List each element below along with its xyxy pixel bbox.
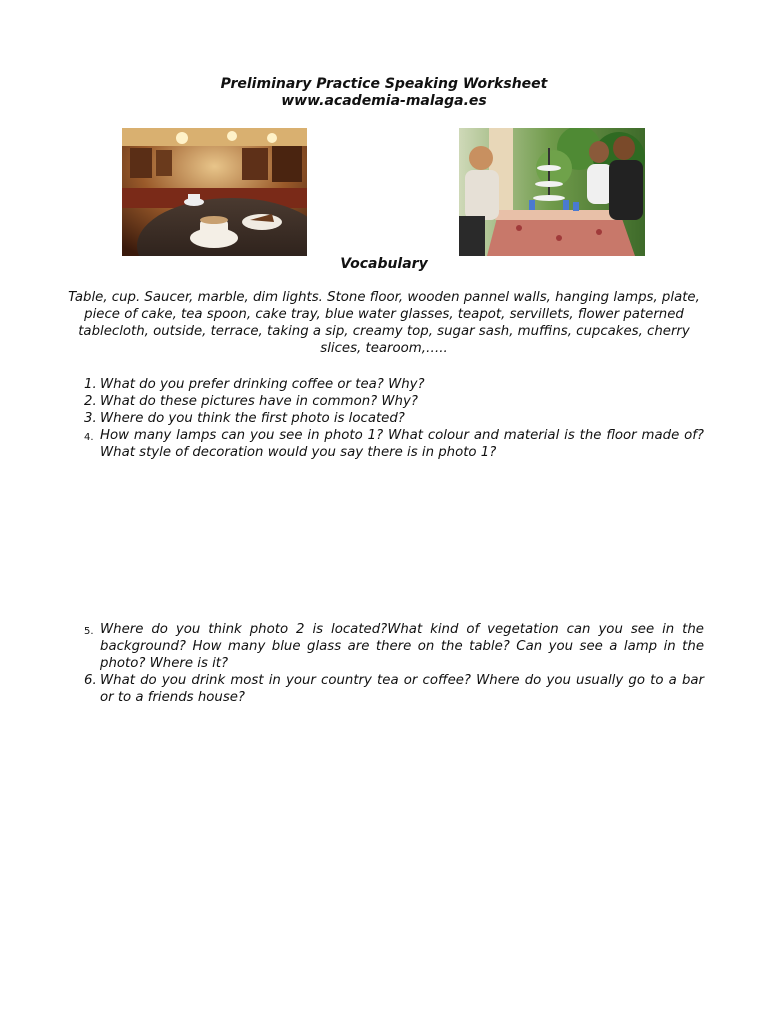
website-url: www.academia-malaga.es xyxy=(281,93,487,109)
question-1 xyxy=(84,376,704,393)
question-number: 5. xyxy=(84,626,94,637)
question-number: 3. xyxy=(84,411,97,426)
worksheet-header xyxy=(0,76,768,110)
question-text: How many lamps can you see in photo 1? What colour and material is the floor made of? What style of decoration would you say there is in photo 1? xyxy=(100,428,704,460)
tearoom-terrace-photo xyxy=(459,128,645,256)
question-number: 4. xyxy=(84,432,94,443)
question-4 xyxy=(84,427,704,461)
question-text: What do you drink most in your country tea or coffee? Where do you usually go to a bar or to a friends house? xyxy=(100,673,704,705)
question-text: Where do you think the first photo is located? xyxy=(100,411,405,426)
afternoon-tea-image xyxy=(459,128,645,256)
question-2 xyxy=(84,393,704,410)
question-5 xyxy=(84,621,704,672)
vocabulary-list: Table, cup. Saucer, marble, dim lights. Stone floor, wooden pannel walls, hanging lamps, plate, piece of cake, tea spoon, cake tray, blue water glasses, teapot, servillets, flower paterned tablecloth, outside, terrace, taking a sip, creamy top, sugar sash, muffins, cupcakes, cherry slices, tearoom,….. xyxy=(68,290,700,356)
question-number: 6. xyxy=(84,673,97,688)
worksheet-title: Preliminary Practice Speaking Worksheet xyxy=(220,76,548,92)
cafe-coffee-cake-image xyxy=(122,128,307,256)
question-6 xyxy=(84,672,704,706)
question-text: Where do you think photo 2 is located?What kind of vegetation can you see in the background? How many blue glass are there on the table? Can you see a lamp in the photo? Where is it? xyxy=(100,622,704,671)
vocabulary-heading: Vocabulary xyxy=(340,256,428,272)
question-number: 1. xyxy=(84,377,97,392)
question-text: What do you prefer drinking coffee or tea? Why? xyxy=(100,377,425,392)
cafe-interior-photo xyxy=(122,128,307,256)
question-3 xyxy=(84,410,704,427)
question-text: What do these pictures have in common? Why? xyxy=(100,394,418,409)
question-number: 2. xyxy=(84,394,97,409)
